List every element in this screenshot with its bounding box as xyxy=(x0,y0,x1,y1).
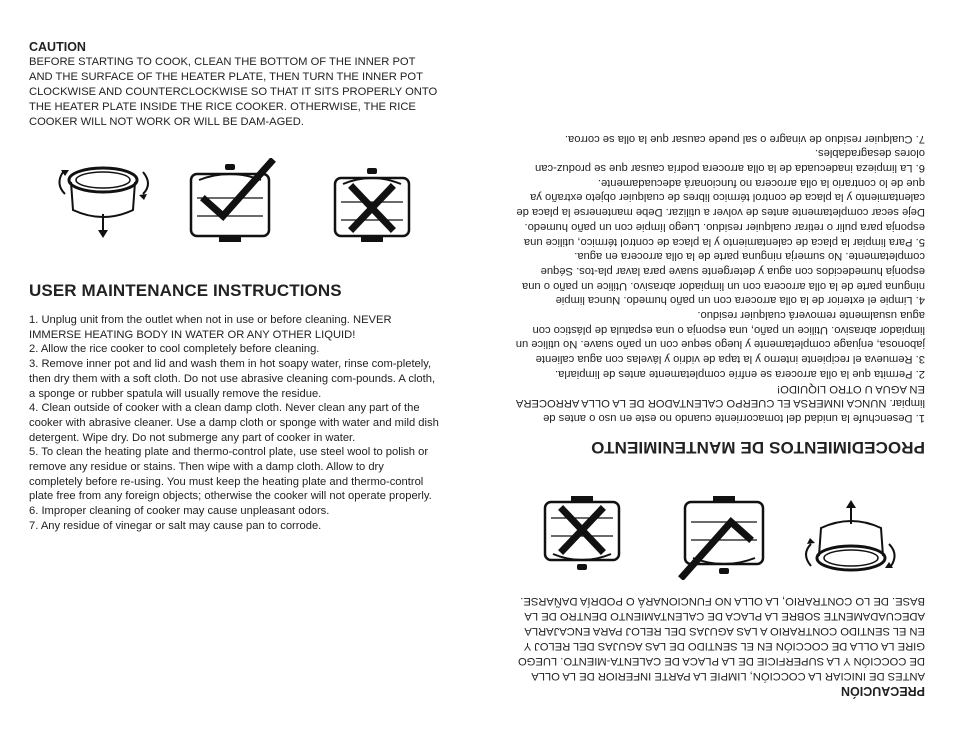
caution-illustrations xyxy=(29,158,449,244)
list-item: 7. Cualquier residuo de vinagre o sal puede causar que la olla se corroa. xyxy=(564,132,925,145)
list-item: 5. Para limpiar la placa de calentamiento y la placa de control térmico, utilice una esponja para pulir o retirar cualquier residuo. Luego límpie con un paño humedo. Deje secar completamente antes de volver a utilizar. Debe mantenerse la placa de calentamiento y la placa de control térmico libres de cualquier objeto extraño ya que de lo contrario la olla arrocera no funcionará adecuadamente. xyxy=(516,176,925,248)
list-item: 1. Desenchufe la unidad del tomacorriente cuando no este en uso o antes de limpiar. NUNCA INMERSA EL CUERPO CALENTADOR DE LA OLLA ARROCERA EN AGUA U OTRO LIQUIDO! xyxy=(516,382,925,424)
list-item: 6. La limpieza inadecuada de la olla arrocera podría causar que se produz-can olores desagradables. xyxy=(535,147,925,175)
maintenance-title: PROCEDIMIENTOS DE MANTENIMIENTO xyxy=(591,438,925,457)
list-item: 6. Improper cleaning of cooker may cause unpleasant odors. xyxy=(29,505,330,518)
list-item: 2. Allow the rice cooker to cool completely before cleaning. xyxy=(29,343,320,356)
incorrect-placement-illustration xyxy=(537,494,623,580)
maintenance-steps xyxy=(29,313,439,534)
list-item: 4. Limpie el exterior de la olla arrocera con un paño humedo. Nunca limpie ninguna parte de la olla arrocera con un limpiador abrasivo. Utilice un paño o una esponja humedecidos con agua y detergente suave para lavar pla-tos. Séque completamente. No sumerja ninguna parte de la olla arrocera en agua. xyxy=(521,250,925,307)
incorrect-placement-illustration xyxy=(331,158,417,244)
list-item: 3. Remueva el recipiente interno y la tapa de vidrio y lávelas con agua caliente jabonosa, enjuage completamente y luego seque con un paño suave. No utilice un limpiador abrasivo. Utilice un paño, una esponja o una espatula de plástico con agua usualmente removerá cualquier residuo. xyxy=(515,309,925,366)
correct-placement-illustration xyxy=(671,494,767,580)
pot-rotate-illustration xyxy=(793,494,903,580)
correct-placement-illustration xyxy=(187,158,283,244)
caution-title: PRECAUCIÓN xyxy=(840,684,925,698)
caution-text: ANTES DE INICIAR LA COCCIÓN, LIMPIE LA PARTE INFERIOR DE LA OLLA DE COCCIÓN Y LA SUPERFICIE DE LA PLACA DE CALENTA-MIENTO. LUEGO GIRE LA OLLA DE COCCIÓN EN EL SENTIDO DE LAS AGUJAS DEL RELOJ Y EN EL SENTIDO CONTRARIO A LAS AGUJAS DEL RELOJ PARA ENCAJARLA ADECUADAMENTE SOBRE LA PLACA DE CALENTAMIENTO DENTRO DE LA BASE. DE LO CONTRARIO, LA OLLA NO FUNCIONARÁ O PODRÍA DAÑARSE. xyxy=(517,594,925,682)
list-item: 1. Unplug unit from the outlet when not in use or before cleaning. NEVER IMMERSE HEATING BODY IN WATER OR ANY OTHER LIQUID! xyxy=(29,314,392,341)
list-item: 2. Permita que la olla arrocera se enfríe completamente antes de limpiarla. xyxy=(555,367,925,380)
caution-text: BEFORE STARTING TO COOK, CLEAN THE BOTTOM OF THE INNER POT AND THE SURFACE OF THE HEATER PLATE, THEN TURN THE INNER POT CLOCKWISE AND COUNTERCLOCKWISE SO THAT IT SITS PROPERLY ONTO THE HEATER PLATE INSIDE THE RICE COOKER. OTHERWISE, THE RICE COOKER WILL NOT WORK OR WILL BE DAM-AGED. xyxy=(29,56,438,129)
list-item: 7. Any residue of vinegar or salt may cause pan to corrode. xyxy=(29,519,322,532)
maintenance-title: USER MAINTENANCE INSTRUCTIONS xyxy=(29,281,342,300)
maintenance-steps xyxy=(515,131,925,425)
caution-title: CAUTION xyxy=(29,40,86,54)
pot-rotate-illustration xyxy=(51,158,161,244)
caution-illustrations xyxy=(505,494,925,580)
list-item: 3. Remove inner pot and lid and wash them in hot soapy water, rinse com-pletely, then dry them with a soft cloth. Do not use abrasive cleaning com-pounds. A cloth, a sponge or rubber spatula will usually remove the residue. xyxy=(29,358,436,400)
list-item: 5. To clean the heating plate and thermo-control plate, use steel wool to polish or remove any residue or stains. Then wipe with a damp cloth. Allow to dry completely before re-using. You must keep the heating plate and thermo-control plate free from any foreign objects; otherwise the cooker will not operate properly. xyxy=(29,446,432,503)
list-item: 4. Clean outside of cooker with a clean damp cloth. Never clean any part of the cooker with abrasive cleaner. Use a damp cloth or sponge with water and mild dish detergent. Wipe dry. Do not submerge any part of cooker in water. xyxy=(29,402,439,444)
spanish-column xyxy=(477,0,954,738)
